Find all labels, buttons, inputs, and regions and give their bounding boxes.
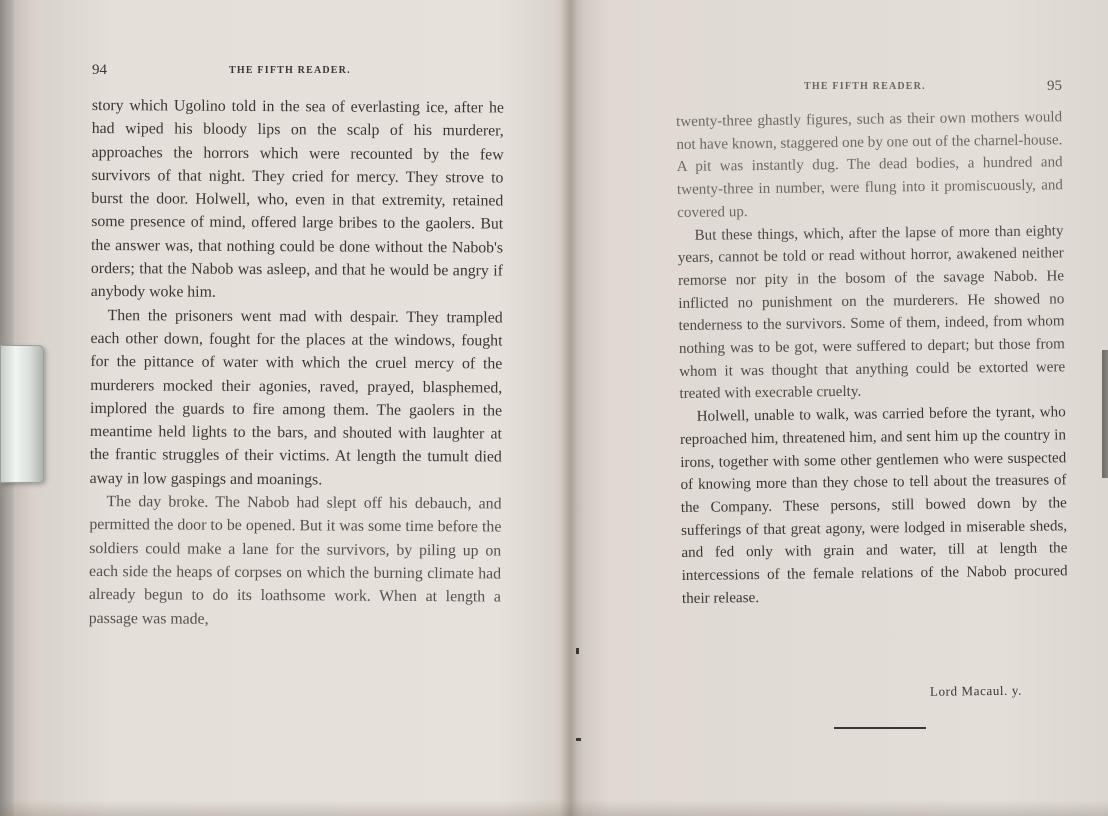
closing-rule	[834, 727, 926, 729]
left-running-title: THE FIFTH READER.	[229, 65, 351, 76]
paragraph: twenty-three ghastly figures, such as their own mothers would not have known, staggered one by one out of the charnel-house. A pit was instantly dug. The dead bodies, a hundred and twenty-three in number, were flung into it promiscuously, and covered up.	[676, 109, 1064, 221]
book-gutter	[560, 0, 584, 816]
page-holder-clip-right	[1102, 350, 1108, 478]
author-signature: Lord Macaul. y.	[929, 682, 1022, 699]
paragraph: But these things, which, after the lapse of more than eighty years, cannot be told or read without horror, awakened neither remorse nor pity in the bosom of the savage Nabob. He inflicted no punishment on the murderers. He showed no tenderness to the survivors. Some of them, indeed, from whom nothing was to be got, were suffered to depart; but those from whom it was thought that anything could be extorted were treated with execrable cruelty.	[677, 222, 1066, 403]
paragraph: The day broke. The Nabob had slept off his debauch, and permitted the door to be opened. But it was some time before the soldiers could make a lane for the survivors, by piling up on each side the heaps of corpses on which the burning climate had already begun to do its loathsome work. When at length a passage was made,	[88, 493, 502, 628]
paragraph: Then the prisoners went mad with despair. They trampled each other down, fought for the places at the windows, fought for the pittance of water with which the cruel mercy of the murderers mocked their agonies, raved, prayed, blasphemed, implored the guards to fire among them. The gaolers in the meantime held lights to the bars, and shouted with laughter at the frantic struggles of their victims. At length the tumult died away in low gaspings and moanings.	[89, 306, 503, 489]
page-holder-clip-left	[0, 345, 44, 483]
left-page-header	[92, 62, 504, 82]
left-page-text	[89, 94, 504, 632]
left-page-number: 94	[92, 62, 107, 78]
right-page-header	[676, 78, 1062, 98]
right-page-text	[676, 106, 1068, 610]
gutter-mark	[576, 738, 581, 741]
paragraph: story which Ugolino told in the sea of everlasting ice, after he had wiped his bloody lips on the scalp of his murderer, approaches the horrors which were recounted by the few survivors of that night. They cried for mercy. They strove to burst the door. Holwell, who, even in that extremity, retained some presence of mind, offered large bribes to the gaolers. But the answer was, that nothing could be done without the Nabob's orders; that the Nabob was asleep, and that he would be angry if anybody woke him.	[90, 96, 504, 302]
paragraph: Holwell, unable to walk, was carried before the tyrant, who reproached him, threatened him, and sent him up the country in irons, together with some other gentlemen who were suspected of knowing more than they chose to tell about the treasures of the Company. These persons, still bowed down by the sufferings of that great agony, were lodged in miserable sheds, and fed only with grain and water, till at length the intercessions of the female relations of the Nabob procured their release.	[679, 404, 1068, 607]
page-bottom-edge	[0, 800, 1108, 816]
right-running-title: THE FIFTH READER.	[804, 81, 926, 92]
gutter-mark	[576, 648, 579, 654]
right-page-number: 95	[1047, 78, 1062, 94]
